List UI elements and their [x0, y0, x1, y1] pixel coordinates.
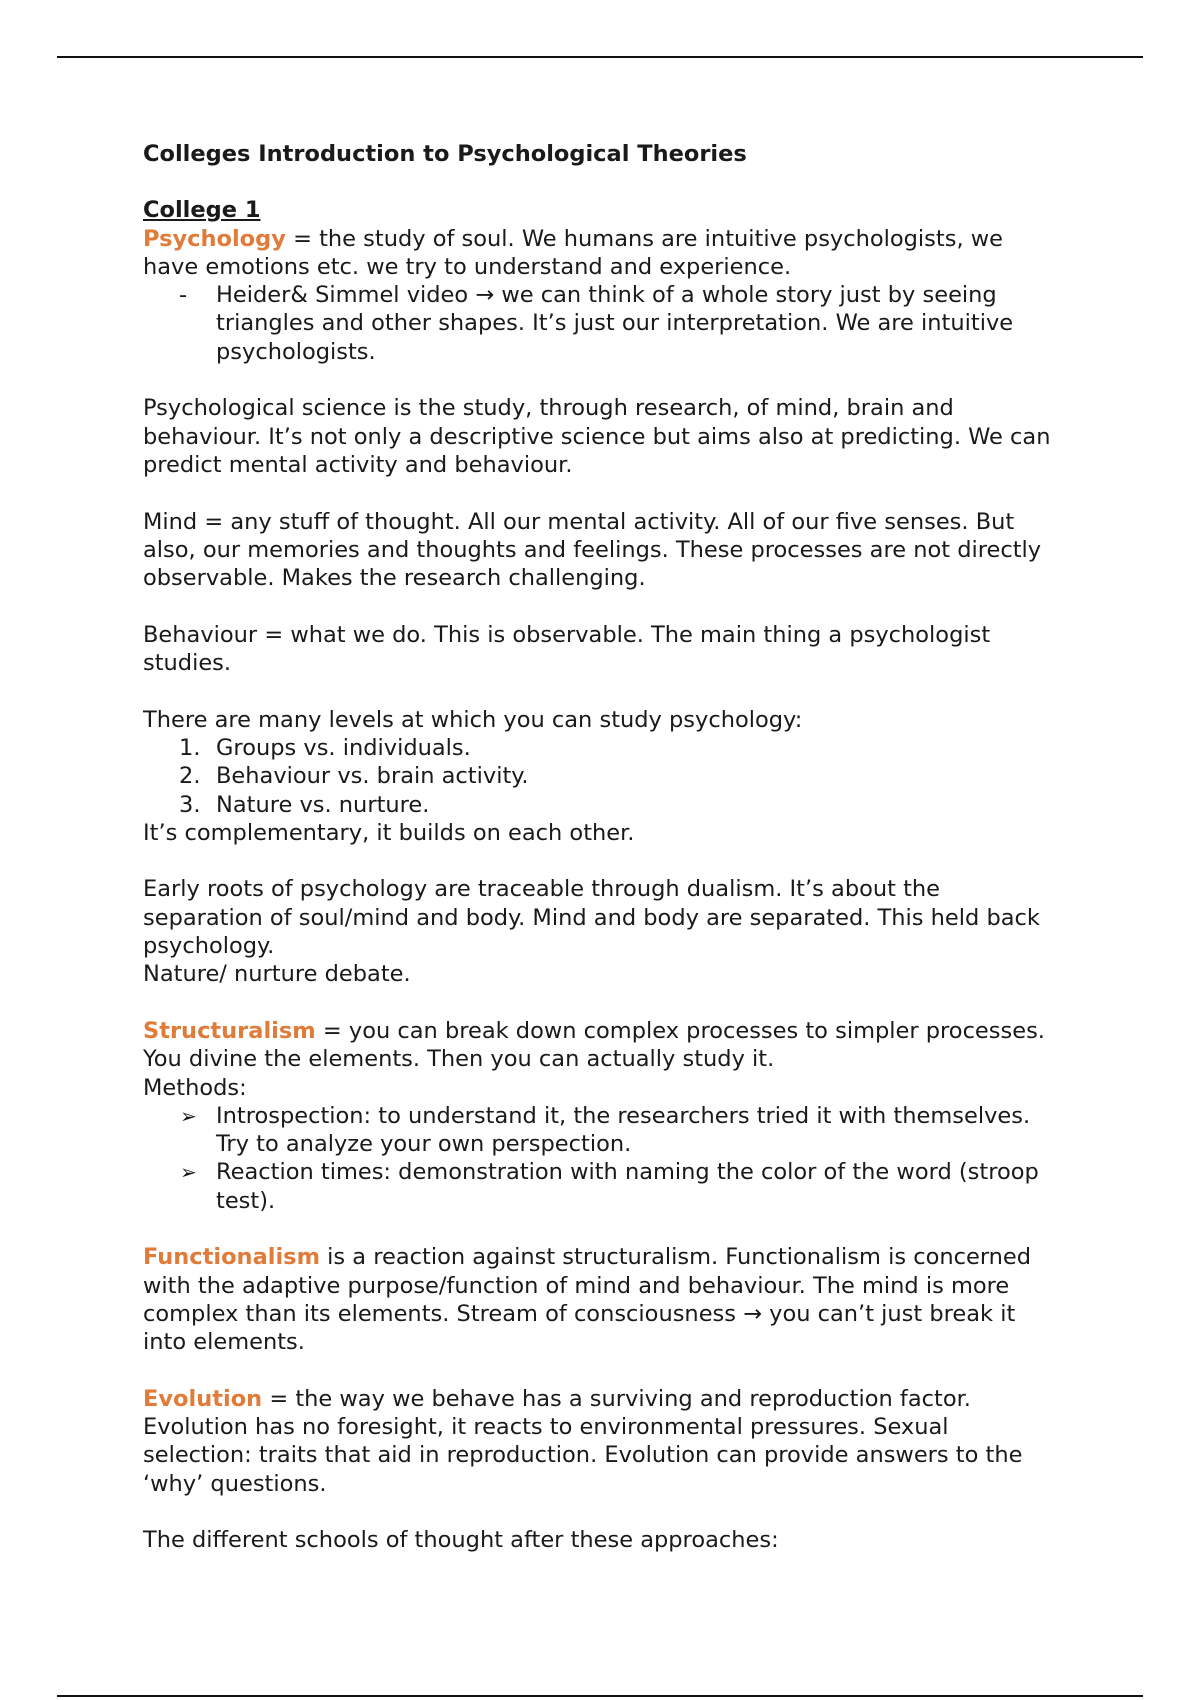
list-item: [143, 1158, 1063, 1215]
structuralism-definition-text: = you can break down complex processes to simpler processes. You divine the elements. Then you can actually study it.: [143, 1017, 1045, 1073]
list-number: 3.: [179, 791, 201, 818]
dash-bullet-marker: -: [179, 282, 188, 309]
structuralism-term: Structuralism: [143, 1017, 316, 1044]
evolution-definition-text: = the way we behave has a surviving and reproduction factor. Evolution has no foresight, it reacts to environmental pressures. Sexual selection: traits that aid in reproduction. Evolution can provide answers to the ‘why’ questions.: [143, 1385, 1023, 1497]
list-item-text: Heider& Simmel video → we can think of a whole story just by seeing triangles and other shapes. It’s just our interpretation. We are intuitive psychologists.: [216, 282, 1014, 365]
methods-label: Methods:: [143, 1074, 247, 1101]
header-rule: [57, 56, 1143, 58]
dualism-paragraph: Early roots of psychology are traceable through dualism. It’s about the separation of soul/mind and body. Mind and body are separated. This held back psychology.: [143, 876, 1040, 960]
college-heading: College 1: [143, 197, 261, 224]
document-body: [143, 140, 1063, 1555]
schools-line: The different schools of thought after these approaches:: [143, 1527, 779, 1554]
arrow-bullet-icon: ➢: [180, 1103, 197, 1128]
methods-list: [143, 1102, 1063, 1215]
functionalism-definition: [143, 1243, 1063, 1356]
functionalism-term: Functionalism: [143, 1244, 321, 1271]
levels-intro: There are many levels at which you can study psychology:: [143, 706, 803, 733]
list-item: [143, 734, 1063, 762]
list-item-text: Reaction times: demonstration with naming the color of the word (stroop test).: [216, 1159, 1039, 1214]
list-item: [143, 762, 1063, 790]
evolution-term: Evolution: [143, 1385, 263, 1412]
evolution-definition: [143, 1385, 1063, 1498]
list-item-text: Behaviour vs. brain activity.: [216, 763, 529, 790]
nature-nurture-line: Nature/ nurture debate.: [143, 961, 411, 988]
list-item-text: Introspection: to understand it, the researchers tried it with themselves. Try to analyze your own perspection.: [216, 1102, 1031, 1158]
psychology-bullet-list: [143, 281, 1063, 366]
arrow-bullet-icon: ➢: [180, 1160, 197, 1185]
mind-paragraph: Mind = any stuff of thought. All our mental activity. All of our five senses. But also, our memories and thoughts and feelings. These processes are not directly observable. Makes the research challenging.: [143, 508, 1042, 592]
levels-outro: It’s complementary, it builds on each other.: [143, 819, 635, 846]
psychology-definition-text: = the study of soul. We humans are intuitive psychologists, we have emotions etc. we try to understand and experience.: [143, 225, 1003, 280]
structuralism-definition: [143, 1017, 1063, 1074]
functionalism-definition-text: is a reaction against structuralism. Functionalism is concerned with the adaptive purpose/function of mind and behaviour. The mind is more complex than its elements. Stream of consciousness → you can’t just break it into elements.: [143, 1244, 1032, 1356]
list-item: [143, 281, 1063, 366]
psychology-term: Psychology: [143, 225, 286, 252]
footer-rule: [57, 1695, 1143, 1697]
psychology-definition: [143, 225, 1063, 282]
list-item-text: Nature vs. nurture.: [216, 791, 430, 818]
list-number: 2.: [179, 763, 201, 790]
list-number: 1.: [179, 734, 201, 761]
list-item-text: Groups vs. individuals.: [216, 734, 471, 761]
behaviour-paragraph: Behaviour = what we do. This is observable. The main thing a psychologist studies.: [143, 621, 991, 677]
document-title: Colleges Introduction to Psychological Theories: [143, 141, 747, 167]
list-item: [143, 791, 1063, 819]
psych-science-paragraph: Psychological science is the study, through research, of mind, brain and behaviour. It’s not only a descriptive science but aims also at predicting. We can predict mental activity and behaviour.: [143, 395, 1051, 478]
list-item: [143, 1102, 1063, 1159]
levels-list: [143, 734, 1063, 819]
